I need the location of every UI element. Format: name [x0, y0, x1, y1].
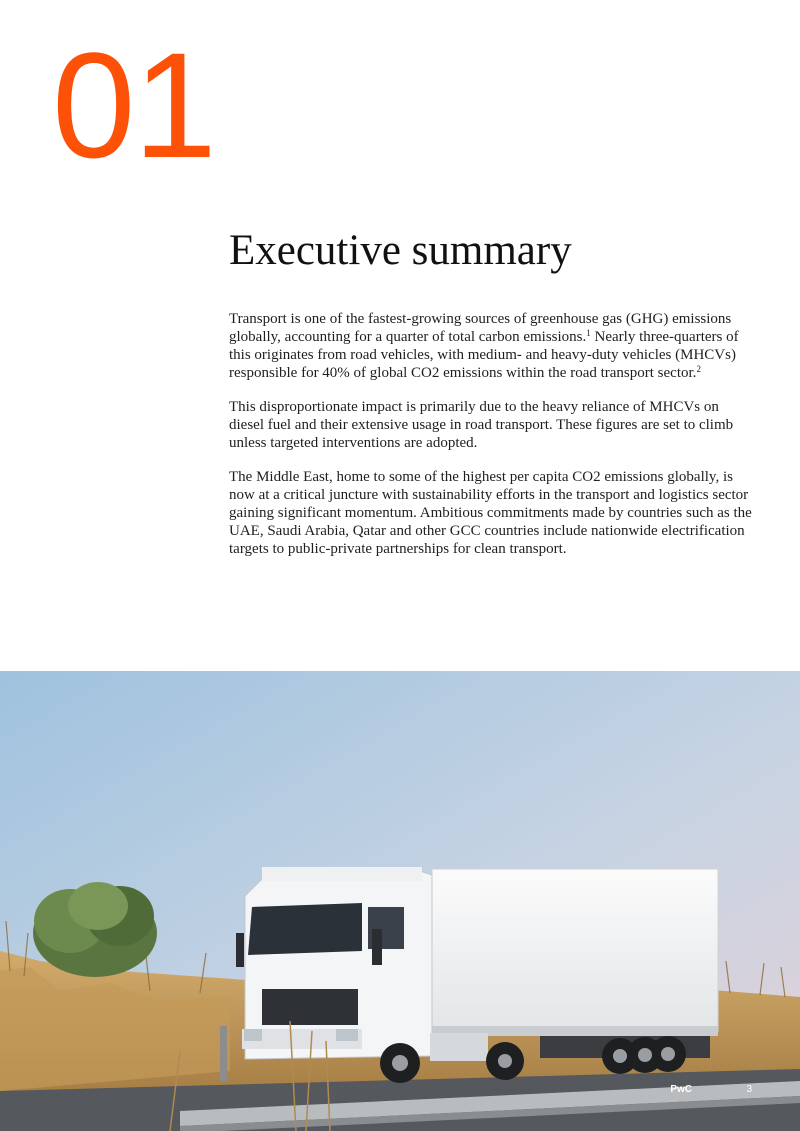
footer-brand: PwC	[670, 1084, 692, 1095]
paragraph-3: The Middle East, home to some of the highest per capita CO2 emissions globally, is now at a critical juncture with sustainability efforts in the transport and logistics sector gaining significant momentum. Ambitious commitments made by countries such as the UAE, Saudi Arabia, Qatar and other GCC countries include nationwide electrification targets to public-private partnerships for clean transport.	[229, 469, 752, 557]
paragraph-1-part-b: Nearly three-quarters of this originates from road vehicles, with medium- and heavy-duty vehicles (MHCVs) responsible for 40% of global CO2 emissions within the road transport sector.	[229, 329, 739, 381]
paragraph-1-part-a: Transport is one of the fastest-growing sources of greenhouse gas (GHG) emissions globally, accounting for a quarter of total carbon emissions.	[229, 311, 732, 345]
body-text	[229, 310, 754, 574]
footnote-ref-1[interactable]: 1	[586, 328, 591, 338]
section-number: 01	[52, 21, 215, 189]
page-number: 3	[746, 1084, 752, 1095]
paragraph-1	[229, 310, 754, 382]
truck-photo	[0, 671, 800, 1131]
footnote-ref-2[interactable]: 2	[696, 364, 701, 374]
page-title: Executive summary	[229, 227, 572, 274]
paragraph-2: This disproportionate impact is primarily due to the heavy reliance of MHCVs on diesel fuel and their extensive usage in road transport. These figures are set to climb unless targeted interventions are adopted.	[229, 399, 734, 451]
